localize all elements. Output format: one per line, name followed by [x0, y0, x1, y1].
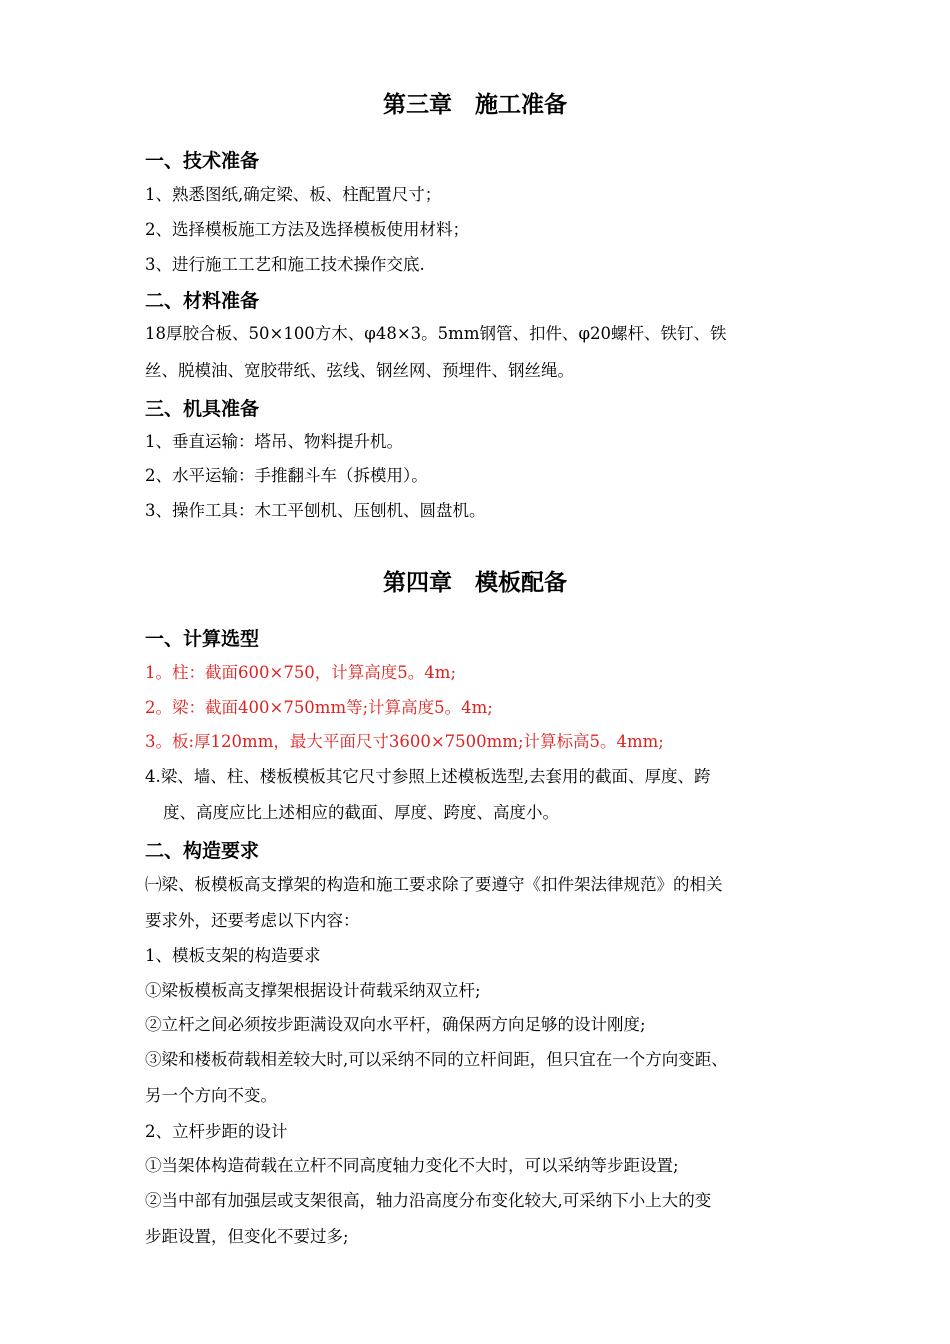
- construction-req-line: ①当架体构造荷载在立杆不同高度轴力变化不大时，可以采纳等步距设置;: [145, 1156, 679, 1175]
- construction-req-line: ②当中部有加强层或支架很高，轴力沿高度分布变化较大,可采纳下小上大的变: [145, 1191, 712, 1210]
- equipment-prep-item: 1、垂直运输：塔吊、物料提升机。: [145, 432, 403, 451]
- material-prep-line: 18厚胶合板、50×100方木、φ48×3。5mm钢管、扣件、φ20螺杆、铁钉、铁: [145, 324, 727, 343]
- section-material-prep-heading: 二、材料准备: [145, 290, 260, 312]
- construction-req-line: ㈠梁、板模板高支撑架的构造和施工要求除了要遵守《扣件架法律规范》的相关: [145, 875, 723, 894]
- construction-req-line: ②立杆之间必须按步距满设双向水平杆，确保两方向足够的设计刚度;: [145, 1015, 646, 1034]
- chapter-3-title: 第三章 施工准备: [383, 92, 567, 118]
- equipment-prep-item: 2、水平运输：手推翻斗车（拆模用）。: [145, 466, 428, 485]
- construction-req-line: ①梁板模板高支撑架根据设计荷载采纳双立杆;: [145, 981, 481, 1000]
- equipment-prep-item: 3、操作工具：木工平刨机、压刨机、圆盘机。: [145, 501, 486, 520]
- calc-item-slab: 3。板:厚120mm，最大平面尺寸3600×7500mm;计算标高5。4mm;: [145, 732, 664, 751]
- calc-item-other-continued: 度、高度应比上述相应的截面、厚度、跨度、高度小。: [163, 803, 559, 822]
- section-technical-prep-heading: 一、技术准备: [145, 150, 260, 172]
- section-construction-req-heading: 二、构造要求: [145, 840, 260, 862]
- construction-req-line: ③梁和楼板荷载相差较大时,可以采纳不同的立杆间距，但只宜在一个方向变距、: [145, 1050, 728, 1069]
- construction-req-line: 另一个方向不变。: [145, 1086, 277, 1105]
- technical-prep-item: 2、选择模板施工方法及选择模板使用材料；: [145, 220, 469, 239]
- chapter-4-title: 第四章 模板配备: [383, 570, 567, 596]
- calc-item-other: 4.梁、墙、柱、楼板模板其它尺寸参照上述模板选型,去套用的截面、厚度、跨: [145, 767, 711, 786]
- construction-req-line: 要求外，还要考虑以下内容：: [145, 911, 360, 930]
- construction-req-line: 1、模板支架的构造要求: [145, 946, 321, 965]
- calc-item-column: 1。柱：截面600×750，计算高度5。4m;: [145, 663, 457, 682]
- construction-req-line: 2、立杆步距的设计: [145, 1122, 288, 1141]
- section-calc-selection-heading: 一、计算选型: [145, 628, 260, 650]
- technical-prep-item: 1、熟悉图纸,确定梁、板、柱配置尺寸；: [145, 185, 442, 204]
- construction-req-line: 步距设置，但变化不要过多;: [145, 1227, 349, 1246]
- calc-item-beam: 2。梁：截面400×750mm等;计算高度5。4m;: [145, 698, 493, 717]
- material-prep-line: 丝、脱模油、宽胶带纸、弦线、钢丝网、预埋件、钢丝绳。: [145, 361, 574, 380]
- section-equipment-prep-heading: 三、机具准备: [145, 398, 260, 420]
- technical-prep-item: 3、进行施工工艺和施工技术操作交底.: [145, 255, 425, 274]
